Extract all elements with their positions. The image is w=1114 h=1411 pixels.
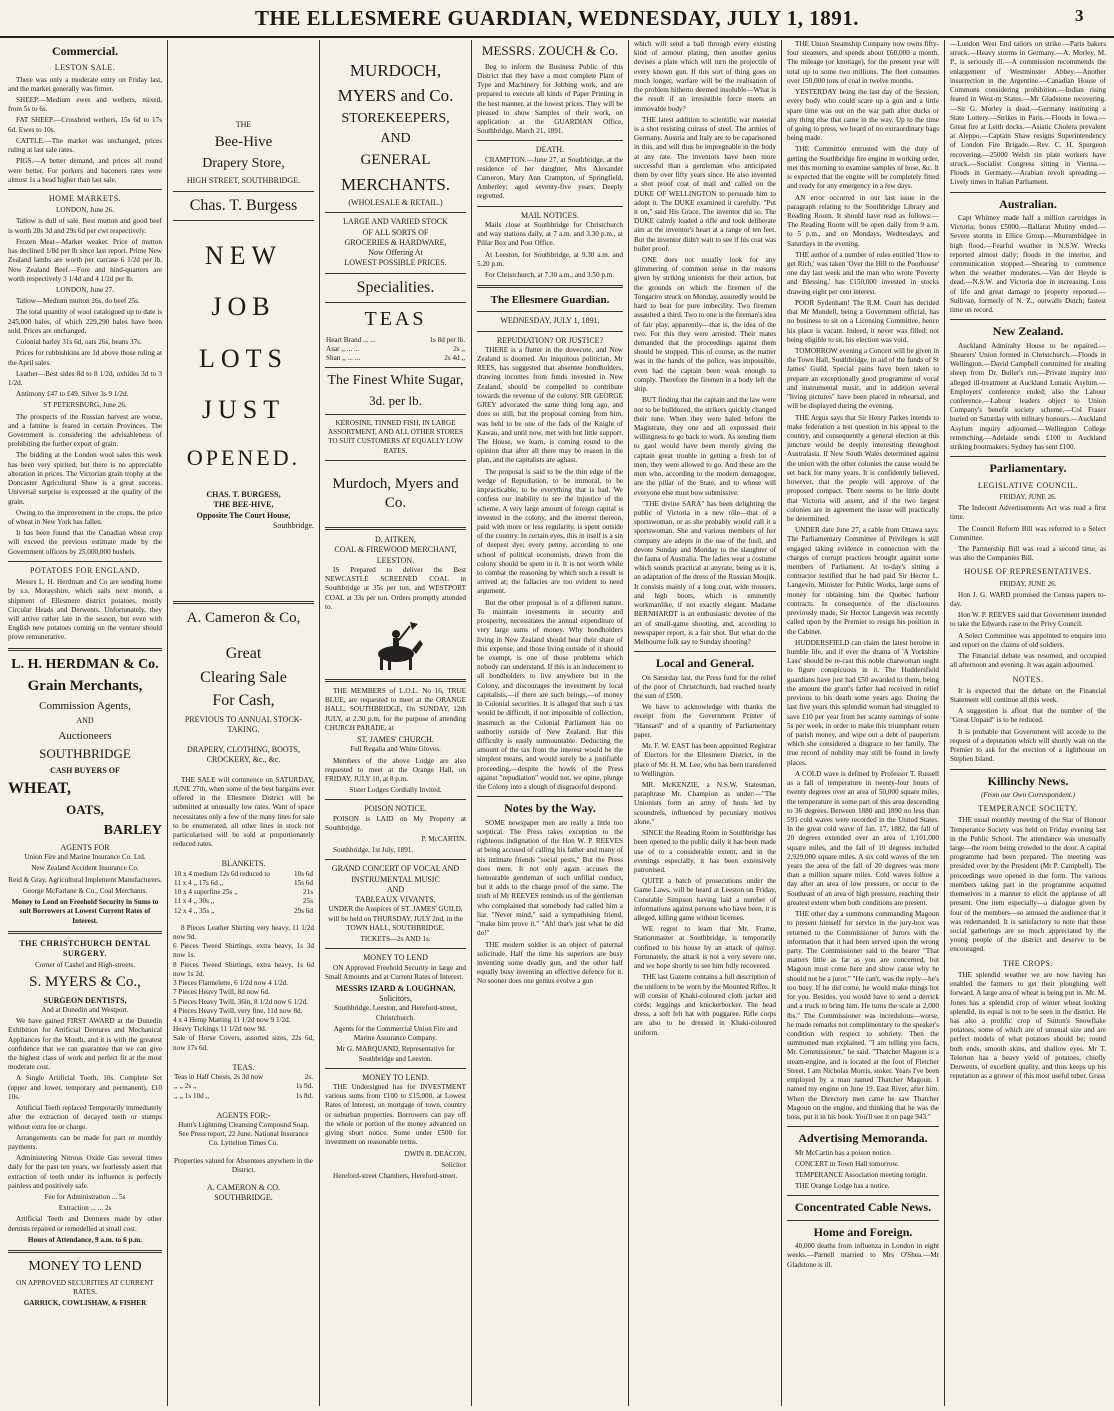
- death-heading: DEATH.: [535, 145, 565, 155]
- divider: [8, 189, 162, 190]
- concert-text: UNDER the Auspices of ST. JAMES' GUILD, will be held on THURSDAY, JULY 2nd, in the TOWN HALL, SOUTHBRIDGE.: [328, 905, 463, 932]
- table-row: [173, 897, 314, 906]
- ad-firm: L. H. HERDMAN & Co.: [11, 656, 159, 672]
- article-paragraph: There was only a moderate entry on Friday last, and the market generally was firmer.: [8, 75, 162, 93]
- agents-heading: AGENTS FOR:-: [216, 1110, 271, 1120]
- table-row: [173, 907, 314, 916]
- divider: [325, 302, 466, 303]
- article-paragraph: Members of the above Lodge are also requested to meet at the Orange Hall, on FRIDAY, JULY 10, at 8 p.m.: [325, 756, 466, 783]
- cable-heading: Concentrated Cable News.: [794, 1200, 932, 1215]
- dateline: ST PETERSBURG, June 26.: [43, 401, 127, 410]
- money-text: ON APPROVED SECURITIES AT CURRENT RATES.: [16, 1279, 154, 1297]
- article-paragraph: TOMORROW evening a Concert will be given in the Town Hall, Southbridge, in aid of the funds of St James' Guild. Special pains have been taken to prepare an exceptionally good programme of vocal and instrumental music, and in addition several "living pictures" have been placed in rehearsal, and will be displayed during the evening.: [787, 347, 939, 411]
- australian-heading: Australian.: [999, 196, 1057, 211]
- new-zealand-heading: New Zealand.: [992, 324, 1064, 339]
- cameron-sig: A. CAMERON & CO.: [206, 1183, 281, 1193]
- ad-agents: AGENTS FOR: [60, 843, 110, 852]
- article-paragraph: SINCE the Reading Room in Southbridge has been opened to the public daily it has been made use of to a considerable extent, and in the evenings especially, it has been extensively patronised.: [634, 829, 776, 874]
- divider: [787, 1126, 939, 1127]
- article-paragraph: ON Approved Freehold Security in large and Small Amounts and at Current Rates of Interest.: [325, 963, 466, 981]
- dental-ad: [8, 939, 162, 1245]
- beehive-the: THE: [235, 120, 252, 129]
- article-paragraph: Frozen Meat—Market weaker. Price of mutton has declined 1/8d per lb since last report. Prime New Zealand lambs are worth per carcase 6 1/2d per lb. New Zealand Beef.—Fore and hind-quarters are worth respectively 3 1/4d and 4 1/2d per lb.: [8, 237, 162, 283]
- ad-word-opened: OPENED.: [186, 445, 301, 471]
- table-row: [325, 345, 466, 354]
- beehive-sig: CHAS. T. BURGESS,: [206, 490, 281, 500]
- article-paragraph: POISON is LAID on My Property at Southbridge.: [325, 814, 466, 832]
- table-row: [325, 354, 466, 363]
- table-cell: Asar ,, ... ...: [326, 344, 360, 353]
- article-paragraph: SHEEP.—Medium ewes and wethers, mixed, from 5s to 6s.: [8, 96, 162, 114]
- article-paragraph: Mr. F. W. EAST has been appointed Registrar of Electors for the Ellesmere District, in the place of Mr. H. M. Lee, who has been transferred to Wellington.: [634, 742, 776, 778]
- blankets-heading: BLANKETS.: [221, 859, 266, 869]
- article-paragraph: THE last Gazette contains a full description of the uniform to be worn by the Mounted Rifles. It will consist of Khaki-coloured cloth jacket and cords; leggings and knickerbocker. The head dress, a soft felt hat with puggaree. Rifle corps are also to be dressed in Khaki-coloured uniform.: [634, 973, 776, 1037]
- article-paragraph: THE usual monthly meeting of the Star of Honour Temperance Society was held on Friday evening last in the Public School. The attendance was unusually large—the room being crowded to the door. A capital programme had been prepared. The meeting was presided over by the President (Mr P. Campbell). The proceedings were opened in due form. The various members taking part in the programme acquitted themselves in a manner to elicit the applause of all present. One item especially—a dialogue given by four of the members—so amused the audience that it was redemanded. It is satisfactory to note that these social gatherings are so much appreciated by the young people of the district and deserve to be encouraged.: [950, 816, 1106, 954]
- lend2-addr: Hereford-street Chambers, Hereford-street.: [333, 1171, 458, 1180]
- article-paragraph: Artificial Teeth replaced Temporarily immediately after the extraction of decayed teeth or stumps without extra fee or charge.: [8, 1104, 162, 1131]
- article-paragraph: At Leeston, for Southbridge, at 9.30 a.m. and 5.20 p.m.: [477, 250, 623, 268]
- ad-agent: George McFarlane & Co., Coal Merchants.: [22, 886, 148, 895]
- divider: [173, 191, 314, 192]
- article-paragraph: THE MEMBERS of L.O.L. No 16, TRUE BLUE, are requested to meet at the ORANGE HALL, SOUTHBRIDGE, On SUNDAY, 12th JULY, at 2.30 p.m. for the purpose of attending CHURCH PARADE, at: [325, 686, 466, 732]
- killinchy-heading: Killinchy News.: [987, 773, 1069, 788]
- divider: [325, 212, 466, 213]
- article-paragraph: Beg to inform the Business Public of this District that they have a most complete Plant of Type and Machinery for Jobbing work, and are prepared to execute all kinds of Paper Printing in the best manner, at the lowest prices. They will be pleased to show Samples of their work, on application at the GUARDIAN Office, Southbridge, March 21, 1891.: [477, 62, 623, 136]
- divider: [477, 285, 623, 288]
- article-paragraph: A Select Committee was appointed to enquire into and report on the claims of old soldiers.: [950, 631, 1106, 649]
- temperance-heading: TEMPERANCE SOCIETY.: [978, 804, 1078, 814]
- article-paragraph: HUDDERSFIELD can claim the latest heroine in humble life, and if ever the drama of 'A Yorkshire Lass' should be re-cast this noble charwoman ought to figure conspicuous in it. The Huddersfield guardians have just had £50 awarded to them, being the amount the grant's father had received in relief previous to his death some years ago. During the last five years this splendid woman had struggled to save £10 per year from her scanty earnings of some 5s per week, in order to make this triumphant return of parish money, and wipe out a debt of pauperism which she considered a disgrace to her family. The true record of nobility may still be found in lowly places.: [787, 638, 939, 767]
- lend2-sig: DWIN R. DEACON,: [404, 1149, 466, 1158]
- article-paragraph: A Single Artificial Tooth, 10s. Complete Set (upper and lower, temporary and permanent), £10 10s.: [8, 1074, 162, 1101]
- article-paragraph: For Christchurch, at 7.30 a.m., and 3.50 p.m.: [485, 271, 615, 280]
- mail-heading: MAIL NOTICES.: [521, 210, 579, 220]
- poison-sig: P. McCARTIN.: [421, 835, 466, 844]
- teas-heading: TEAS.: [232, 1062, 255, 1072]
- article-paragraph: Mr McCartin has a poison notice.: [795, 1148, 892, 1157]
- lol-regalia: Full Regalia and White Gloves.: [350, 745, 441, 754]
- table-cell: Teas in Half Chests, 2s 3d now: [174, 1073, 264, 1082]
- murdoch-heading: MURDOCH,: [349, 61, 442, 80]
- herdman-ad: [8, 656, 162, 926]
- cameron-clearing: Clearing Sale: [200, 668, 287, 686]
- article-paragraph: Artificial Teeth and Dentures made by other dentists repaired or remodelled at small cost.: [8, 1215, 162, 1233]
- table-cell: 1s 8d.: [295, 1091, 313, 1100]
- murdoch-store: STOREKEEPERS,: [341, 110, 450, 126]
- poison-date: Southbridge, 1st July, 1891.: [333, 846, 414, 855]
- murdoch-heading: MYERS and Co.: [337, 85, 454, 105]
- beehive-sig: THE BEE-HIVE,: [213, 500, 274, 510]
- tea-prices-table: [325, 336, 466, 364]
- lend-heading: MONEY TO LEND: [363, 953, 428, 963]
- divider: [787, 1220, 939, 1221]
- article-paragraph: POOR Sydenham! The R.M. Court has decided that Mr Mundell, being a Government official, has no business to sit on a Licensing Committee, hence his place is vacant. Indeed, it never was filled; not being eligible to sit, his election was void.: [787, 298, 939, 344]
- article-paragraph: CRAMPTON.—June 27, at Southbridge, at the residence of her daughter, Mrs Alexander Cameron, Mary Ann Crampton, of Springfield, Amberley; aged seventy-five years. Deeply regretted.: [477, 155, 623, 201]
- murdoch-sig: Murdoch, Myers and Co.: [332, 475, 459, 511]
- article-paragraph: CONCERT in Town Hall tomorrow.: [795, 1159, 899, 1168]
- table-row: [173, 888, 314, 897]
- divider: [8, 561, 162, 562]
- teas-table: [173, 1073, 314, 1101]
- article-paragraph: 40,000 deaths from influenza in London in eight weeks.—Parnell married to Mrs O'Shea.—Mr Gladstone is ill.: [787, 1242, 939, 1269]
- ad-word-new: NEW: [204, 241, 283, 271]
- divider: [8, 931, 162, 934]
- table-row: [173, 1092, 314, 1101]
- column-3: [320, 40, 472, 1406]
- murdoch-allsorts: OF ALL SORTS OF: [362, 227, 429, 237]
- table-cell: 2s 4d ,,: [444, 354, 465, 363]
- table-row: [325, 336, 466, 345]
- article-paragraph: Tallow—Medium mutton 26s, do beef 25s.: [16, 297, 140, 306]
- divider: [325, 799, 466, 800]
- divider: [173, 220, 314, 221]
- masthead-title: THE ELLESMERE GUARDIAN, WEDNESDAY, JULY 1, 1891.: [255, 5, 859, 30]
- article-paragraph: "THE divine SARA" has been delighting the public of Victoria in a new rôle—that of a sportswoman, or as she probably would call it a sportswoman. She and various members of her company are adepts in the use of the fusil, and devote Sunday and Monday to the slaughter of the fauna of Australia. The ladies wear a costume which sounds practical at anyrate, being as it is, an adaptation of the dress of the Russian Moujik. It consists mainly of a long coat, wide trousers, and high boots, which is eminently workmanlike, if not exactly elegant. Madame BERNHARDT is an enthusiastic devotee of the art of small-game shooting, and, according to newspaper report, is a fair shot. But what do the Melbourne folk say to Sunday shooting?: [634, 499, 776, 646]
- article-paragraph: A suggestion is afloat that the number of the "Great Unpaid" is to be reduced.: [950, 707, 1106, 725]
- concert-and: AND: [386, 884, 405, 894]
- beehive-owner: Chas. T. Burgess: [189, 196, 298, 214]
- newspaper-columns: [3, 40, 1111, 1406]
- dental-hours: Hours of Attendance, 9 a.m. to 6 p.m.: [27, 1235, 143, 1244]
- aitken-town: LEESTON.: [376, 555, 415, 565]
- ad-cash: CASH BUYERS OF: [50, 765, 120, 775]
- dental-name: S. MYERS & Co.,: [29, 974, 141, 991]
- beehive-street: HIGH STREET, SOUTHBRIDGE.: [186, 176, 301, 186]
- blankets-table: [173, 870, 314, 916]
- murdoch-teas: TEAS: [364, 308, 427, 331]
- article-paragraph: Hon J. G. WARD promised the Census papers to-day.: [950, 590, 1106, 609]
- article-paragraph: FAT SHEEP.—Crossbred wethers, 15s 6d to 17s 6d. Ewes to 10s.: [8, 116, 162, 134]
- divider: [173, 601, 314, 604]
- legislative-heading: LEGISLATIVE COUNCIL.: [977, 480, 1079, 490]
- table-cell: 2s.: [304, 1073, 313, 1082]
- dateline: FRIDAY, JUNE 26.: [999, 492, 1057, 501]
- divider: [8, 648, 162, 651]
- potatoes-heading: POTATOES FOR ENGLAND.: [30, 565, 140, 575]
- article-paragraph: The total quantity of wool catalogued up to date is 245,000 bales, of which 229,290 bales have been sold. Prices are unchanged.: [8, 308, 162, 335]
- dental-title: SURGEON DENTISTS,: [43, 995, 127, 1005]
- divider: [325, 460, 466, 461]
- article-paragraph: PIGS.—A better demand, and prices all round were better. For porkers and baconers rates were almost 1s a head higher than last sale.: [8, 157, 162, 184]
- cameron-previous: PREVIOUS TO ANNUAL STOCK-TAKING.: [184, 714, 303, 735]
- dateline: LONDON, June 26.: [56, 206, 114, 215]
- divider: [325, 527, 466, 530]
- article-paragraph: On Saturday last, the Press fund for the relief of the poor of Christchurch, had reached nearly the sum of £500.: [634, 673, 776, 701]
- ad-word-just: JUST: [201, 394, 286, 424]
- cameron-heading: A. Cameron & Co,: [186, 610, 301, 627]
- article-paragraph: THERE is a flutter in the dovecote, and New Zealand is doomed. An iniquitous politician, Mr REES, has suggested that absentee bondholders, drawing incomes from funds invested in New Zealand, should be compelled to contribute towards the revenue of the colony. SIR GEORGE GREY advocated the same thing long ago, and does so still, but the proposal coming from him, was held to be one of the fads of the Knight of Kawau, and until now, met with but little support. The House, we learn, is coming round to the opinion that after all there may be reason in the plan, and the capitalists are aghast.: [477, 345, 623, 465]
- beehive-title: Bee-Hive: [214, 134, 273, 151]
- divider: [325, 414, 466, 415]
- leeston-sale-heading: LESTON SALE.: [54, 63, 116, 73]
- article-paragraph: BUT finding that the captain and the law were not to be bulldozed, the strikers quickly changed their tune. When they were haled before the Magistrate, they one and all expressed their willingness to go back to work. As sending them to gaol would have been merely giving the captain great trouble in getting a fresh lot of men, they were allowed to go. And these are the men who, according to the modern demagogue, are the pillar of the State, and to whose will everyone else must bow submissive.: [634, 396, 776, 497]
- table-cell: ,, ,, 1s 10d ,,: [174, 1091, 210, 1100]
- concert-heading: GRAND CONCERT OF VOCAL AND INSTRUMENTAL MUSIC: [331, 864, 460, 884]
- article-paragraph: THE splendid weather we are now having has enabled the farmers to get their ploughing well forward. A large area of wheat is being put in. Mr. M. Jones has a splendid crop of winter wheat looking splendid, its equal is not to be seen in the district. He has also a prolific crop of Sutton's Snowflake potatoes, some of which are of unusual size and are perfect models of what potatoes should be; round both ends, smooth skins, and shallow eyes. Mr T. Telerton has a heavy yield of potatoes, chiefly Derwents, of excellent quality, and thus keeps up his reputation as a grower of this most useful tuber. Grass: [950, 970, 1106, 1081]
- paper-name: The Ellesmere Guardian.: [490, 294, 610, 307]
- table-cell: Heart Brand ... ...: [326, 335, 376, 344]
- money-heading: MONEY TO LEND: [28, 1259, 142, 1275]
- murdoch-kerosine: KEROSINE, TINNED FISH, IN LARGE ASSORTMENT, AND ALL OTHER STORES TO SUIT CUSTOMERS AT EQUALLY LOW RATES.: [327, 418, 463, 455]
- murdoch-general: GENERAL: [360, 152, 431, 169]
- horseman-illustration-icon: [366, 616, 426, 674]
- article-paragraph: THE author of a number of rules entitled 'How to get Rich,' was taken 'Over the Hill to the Poorhouse' one day last week and the man who wrote 'Poverty and Blessing,' has £150,000 invested in stocks drawing eight per cent interest.: [787, 250, 939, 296]
- divider: [325, 1068, 466, 1069]
- column-2: [168, 40, 320, 1406]
- table-cell: 29s 6d: [294, 906, 313, 915]
- cameron-cash: For Cash,: [212, 692, 275, 710]
- editorial-heading: REPUDIATION? OR JUSTICE?: [496, 335, 604, 345]
- divider: [634, 651, 776, 652]
- article-paragraph: MR. McKENZIE, a N.S.W. Statesman, paraphrase Mr. Champion as under:—"The Unionists form an army of hosts led by scoundrels, influenced by pecuniary motives alone.": [634, 780, 776, 826]
- home-markets-heading: HOME MARKETS.: [48, 194, 122, 203]
- article-paragraph: It is expected that the debate on the Financial Statement will continue all this week.: [950, 686, 1106, 705]
- agents-text: Hunt's Lightning Cleansing Compound Soap. See Press report, 22 June. National Insurance Co. Lyttelton Times Co.: [178, 1120, 309, 1148]
- lend2-role: Solicitor: [441, 1160, 466, 1169]
- article-paragraph: CATTLE.—The market was unchanged, prices ruling at last sale rates.: [8, 136, 162, 155]
- aitken-trade: COAL & FIREWOOD MERCHANT,: [334, 545, 457, 555]
- article-paragraph: The proposal is said to be the thin edge of the wedge of Repudiation, to be immoral, to be impracticable, to be everything that is bad. We confess our inability to see the injustice of the scheme. A very large amount of foreign capital is invested in the colony, and the interest thereon, paid with more or less regularity, is spent outside of the country. In certain eyes, this in itself is a sin of deepest dye; every penny, according to one school of political economists, drawn from the colony should be spent in it. It is not worth while to combat the reasoning by which such a result is arrived at; the fallacies are too evident to need argument.: [477, 467, 623, 596]
- murdoch-ws: (WHOLESALE & RETAIL.): [348, 198, 443, 208]
- divider: [477, 206, 623, 207]
- article-paragraph: We have gained FIRST AWARD at the Dunedin Exhibition for Artificial Dentures and Mechanical Appliances for the Mouth, and it is with the greatest confidence that we can guarantee that we can give the highest class of work and perfect fit at the most moderate cost.: [8, 1017, 162, 1072]
- murdoch-merchants: MERCHANTS.: [340, 174, 451, 194]
- article-paragraph: It is probable that Government will accede to the request of a deputation which will shortly wait on the Premier to ask for the erection of a lighthouse on Stephen Island.: [950, 727, 1106, 764]
- article-paragraph: The Partnership Bill was read a second time, as was also the Companies Bill.: [950, 544, 1106, 563]
- lol-sig: Sister Lodges Cordially Invited.: [349, 786, 442, 795]
- dental-heading: THE CHRISTCHURCH DENTAL SURGERY.: [19, 938, 151, 958]
- dental-fee: Extraction ... ... 2s: [58, 1204, 112, 1213]
- article-paragraph: THE Union Steamship Company now owns fifty-four steamers, and spends about £60,000 a month. The mileage (or knottage), for the present year will total up to some two millions. The fleet consumes over 150,000 tons of coal in twelve months.: [787, 40, 939, 85]
- notes-heading: Notes by the Way.: [504, 801, 596, 816]
- crops-heading: THE CROPS.: [1003, 958, 1053, 968]
- table-row: [173, 1073, 314, 1082]
- table-cell: Shan ,, ... ...: [326, 354, 361, 363]
- table-cell: 1s 8d per lb.: [429, 335, 465, 344]
- murdoch-sugar: The Finest White Sugar,: [327, 373, 464, 389]
- table-cell: 11 x 4 ,, 30s ,,: [174, 897, 215, 906]
- properties-text: Properties valued for Absentees anywhere in the District.: [174, 1156, 313, 1174]
- divider: [950, 319, 1106, 320]
- article-paragraph: AN error occurred in our last issue in the paragraph relating to the Southbridge Library and Reading Room. It should have read as follows:—The Reading Room will be open daily from 9 a.m. to 5 p.m., and on Mondays, Wednesdays, and Saturdays in the evening.: [787, 193, 939, 248]
- article-paragraph: The Council Reform Bill was referred to a Select Committee.: [950, 524, 1106, 542]
- article-paragraph: which will send a ball through every existing kind of armour plating, then another genius devises a plate which will turn the projectile of every known gun. If this sort of thing goes on much longer, warfare will be the realisation of the problem hitherto deemed insoluble—What is the result if an irresistible force meets an immovable body?: [634, 40, 776, 113]
- article-paragraph: Owing to the improvement in the crops, the price of wheat in New York has fallen.: [8, 508, 162, 527]
- table-row: [173, 879, 314, 888]
- ad-agent: Union Fire and Marine Insurance Co. Ltd.: [24, 853, 146, 862]
- divider: [787, 1195, 939, 1196]
- lend-rep: Mr G. MARQUAND, Representative for Southbridge and Leeston.: [336, 1045, 455, 1063]
- table-cell: 10s 6d: [294, 869, 313, 878]
- article-paragraph: UNDER date June 27, a cable from Ottawa says: The Parliamentary Committee of Privileges is still engaged taking evidence in connection with the charges of corrupt practices brought against some members of Parliament. At to-day's sitting a contractor testified that he had paid Sir Hector L. Langevin, Minister for Public Works, large sums of money for obtaining him the Quebec harbour contracts. In consequence of the disclosures previously made, Sir Hector Langevin was recently called upon by the Premier to resign his position in the Cabinet.: [787, 526, 939, 636]
- column-4: [472, 40, 629, 1406]
- local-heading: Local and General.: [655, 656, 755, 671]
- dental-sub: And at Dunedin and Westport.: [41, 1005, 129, 1014]
- article-paragraph: THE Undersigned has for INVESTMENT various sums from £100 to £15,000, at Lowest Rates of Interest, on mortgage of town, country or suburban properties. Borrowers can pay off the whole or portion of the money advanced on giving short notice. Some under £500 for investment on reasonable terms.: [325, 1082, 466, 1147]
- article-paragraph: But the other proposal is of a different nature. To maintain investments in security and prosperity, necessitates the annual expenditure of very large sums of money. Why bondholders living in New Zealand should bear their share of this expense, and those living outside of it should be exempt, is one of those problems which nobody can understand. If this is an inducement to all bondholders to live anywhere but in the Colony, and discourages the investment by local capitalists,—if there are such beings,—of money in Colonial securities. It is alleged that such a tax would be difficult, if not impossible of collection, inasmuch as the Colonial Parliament has no authority outside of New Zealand. But this difficulty is easily surmountable. Deducting the amount of the tax from the interest would be the simplest means, and would surely be a justifiable proceeding,—despite the howls of the Press against "repudiation" would not, we opine, plunge the Colony into a slough of disgraceful despond.: [477, 598, 623, 792]
- article-paragraph: Colonial barley 31s 6d, oats 26s, beans 37s.: [16, 338, 142, 347]
- column-7: [945, 40, 1111, 1406]
- article-paragraph: THE Argus says that Sir Henry Parkes intends to make federation a test question in his appeal to the country, and consequently a general election at this juncture would be deeply interesting throughout Australasia. If New South Wales determined against the union with the other colonies the cause would be set back for many years. It is confidently believed, however, that the people will approve of the proposed compact. There seems to be little doubt that Victoria will assent, and if the two largest colonies are in agreement the issue will practically be determined.: [787, 413, 939, 523]
- article-paragraph: Mails close at Southbridge for Christchurch and way stations daily, at 7 a.m. and 3.30 p.m., at Pillar Box and Post Office.: [477, 220, 623, 248]
- advertising-heading: Advertising Memoranda.: [798, 1131, 928, 1146]
- divider: [477, 140, 623, 141]
- murdoch-and: AND: [380, 131, 411, 147]
- ad-town: SOUTHBRIDGE: [39, 746, 131, 762]
- article-paragraph: Capt Whitney made half a million cartridges in Victoria; bonus £5000.—Ballarat Mutiny ended.—Severe storms in Ellice Group.—Murrumbidgee in high flood.—Fearful weather in N.S.W. Wrecks reported almost daily; floods in the interior, and communication stopped.—Shearing to commence when the weather moderates.—Van der Heyde is dead.—N.S.W. and Victoria doe in increasing. Loss of life and great damage to property reported.—Sullivan, formerly of N. Z., outwalls Dutch; fastest time on record.: [950, 213, 1106, 315]
- beehive-sig: Southbridge.: [272, 520, 314, 530]
- dateline: FRIDAY, JUNE 26.: [999, 579, 1057, 588]
- lend2-heading: MONEY TO LEND.: [362, 1072, 429, 1082]
- money-firm: GARRICK, COWLISHAW, & FISHER: [23, 1299, 147, 1308]
- ad-commission: Commission Agents,: [39, 699, 131, 712]
- divider: [950, 192, 1106, 193]
- concert-tickets: TICKETS—2s AND 1s.: [360, 935, 431, 944]
- article-paragraph: Antimony £47 to £49. Silver 3s 9 1/2d.: [16, 390, 129, 399]
- lend-addr: Southbridge, Leeston, and Hereford-street, Christchurch.: [334, 1004, 457, 1022]
- ad-auctioneers: Auctioneers: [58, 730, 112, 743]
- commercial-heading: Commercial.: [51, 44, 119, 58]
- lol-church: ST. JAMES' CHURCH.: [357, 735, 434, 745]
- ad-word-lots: LOTS: [199, 343, 288, 373]
- parliamentary-heading: Parliamentary.: [989, 461, 1067, 476]
- beehive-sig: Opposite The Court House,: [196, 510, 291, 520]
- article-paragraph: —London West End tailors on strike.—Paris bakers struck.—Heavy storms in Germany.—A. Morley, M. P., is seriously ill.—A commission recommends the enlargement of Westminster Abbey.—Another insurrection in the Argentine.—Canadian House of Commons considering prohibition.—Indian rising feared in West-rn States.—Mr Gladstone recovering.—Sir G. Morley is dead.—Germany instituting a State Lottery.—Strikes in Paris.—Floods in Iowa.—Great fire at Leith docks.—Asiatic Cholera prevalent at Aleppo.—Captain Shaw resigns Superintendency of London Fire Brigade.—Rev. C. H. Spurgeon recovering.—25000 Welsh tin plate workers have struck.—Socialist Congress sitting in Vienna.—Floods in Germany.—Arabian revolt spreading.—Lively times in Italian Parliament.: [950, 40, 1106, 187]
- page-number: 3: [1075, 6, 1084, 25]
- cameron-great: Great: [225, 645, 262, 663]
- poison-heading: POISON NOTICE.: [364, 804, 427, 814]
- article-paragraph: Administering Nitrous Oxide Gas several times daily for the past ten years, we fearlessly assert that extraction of teeth under its influence is perfectly painless and positively safe.: [8, 1154, 162, 1190]
- divider: [325, 859, 466, 860]
- article-paragraph: ONE does not usually look for any glimmering of common sense in the reasons given by striking unionists for their action, but the grounds on which the firemen of the Tongariro struck on Monday, assuredly would be hard to beat for pure imbecility. Two firemen assaulted a third. Two to one is the fireman's idea of fair play, apparently—that is, the idea of the two. For this they were arrested. Their mates demanded that the proceedings against them should be stopped. This of course, as the matter was in the hands of the police, was impossible, even had the captain been weak enough to comply. Therefore the firemen in a body left the ship.: [634, 256, 776, 394]
- article-paragraph: A COLD wave is defined by Professor T. Russell as a fall of temperature in twenty-four hours of twenty degrees over an area of 50,000 square miles, the temperature in some part of this area descending to 36 degrees. Between 1880 and 1890 no less than 591 cold waves were recorded in the United States. In the great cold wave of Jan. 17, 1882, the fall of 20 degrees extended over an area of 1,101,000 square miles, and the fall of 10 degrees included 2,929,000 square miles. A six cold waves of the ten years the area of the fall of 20 degrees was more than a million square miles. Cold waves follow a day after an area of low pressure, or occur to the Southeast of an area of high pressure, reaching their greatest extent when both conditions are present.: [787, 769, 939, 907]
- table-cell: 15s 6d: [294, 878, 313, 887]
- divider: [325, 273, 466, 274]
- ad-grain: Grain Merchants,: [27, 677, 143, 694]
- article-paragraph: SOME newspaper men are really a little too sceptical. The Press takes exception to the righteous indignation of the Hon W. P. REEVES at being accused of calling his father and many of his intimate friends "social pests," But the Press does mere. It not only again accuses the honourable gentleman of such unfilial conduct, but it adds to the charge proof of the same. The truth of Mr REEVES reminds us of the gentleman who complained that somebody had called him a liar. "Never mind," said a sympathising friend, "make him prove it." "Ah! that's just what he did do!": [477, 818, 623, 938]
- murdoch-specialities: Specialities.: [356, 278, 435, 296]
- divider: [8, 1250, 162, 1253]
- divider: [325, 679, 466, 682]
- article-paragraph: The Financial debate was resumed, and occupied all afternoon and evening. It was again adjourned.: [950, 652, 1106, 670]
- murdoch-price: 3d. per lb.: [369, 393, 422, 409]
- article-paragraph: YESTERDAY being the last day of the Session, every body who could scare up a gun and a little spare time was out on the war path after ducks or any thing else that came in the way. Up to the time of going to press, we heard of no extraordinary bags being made.: [787, 88, 939, 143]
- article-paragraph: QUITE a batch of prosecutions under the Game Laws, will be heard at Leeston on Friday, Constable Simpson having laid a number of informations against persons who have been, it is alleged, killing game without licenses.: [634, 877, 776, 923]
- article-paragraph: IS Prepared to deliver the Best NEWCASTLE SCREENED COAL in Southbridge at 35s per ton, and WESTPORT COAL at 33s per ton. Orders promptly attended to.: [325, 565, 466, 611]
- notes-heading: NOTES.: [1012, 674, 1044, 684]
- article-paragraph: Messrs L. H. Herdman and Co are sending home by s.s. Morayshire, which sails next month, a shipment of Ellesmere district potatoes, mostly Circular Heads and Derwents. Unfortunately, they will arrive rather late in the season, but even with English new potatoes coming on the venture should prove remunerative.: [8, 578, 162, 642]
- beehive-drapery: Drapery Store,: [202, 156, 285, 172]
- divider: [477, 331, 623, 332]
- article-paragraph: Hon W. P. REEVES said that Government intended to take the Edwards case to the Privy Council.: [950, 611, 1106, 629]
- aitken-name: D. AITKEN,: [374, 535, 417, 545]
- concert-tableaux: TABLEAUX VIVANTS,: [355, 895, 436, 905]
- ad-wheat: WHEAT,: [8, 780, 71, 797]
- shirtings-list: 8 Pieces Leather Shirting very heavy, 11 1/2d now 9d. 6 Pieces Tweed Shirtings, extra heavy, 1s 3d now 1s. 8 Pieces Tweed Shirtings, extra heavy, 1s 6d now 1s 2d. 3 Pieces Flannelette, 6 1/2d now 4 1/2d. 7 Pieces Heavy Twill, 8d now 6d. 5 Pieces Heavy Twill, 36in, 8 1/2d now 6 1/2d. 4 Pieces Heavy Twill, very fine, 11d now 8d. 4 x 4 Hemp Matting 11 1/2d now 9 1/2d. Heavy Tickings 11 1/2d now 9d. Sale of Horse Covers, assorted sizes, 22s 6d, now 17s 6d.: [173, 923, 314, 1052]
- column-5: [629, 40, 782, 1406]
- table-row: [173, 870, 314, 879]
- article-paragraph: TEMPERANCE Association meeting tonight.: [795, 1170, 928, 1179]
- article-paragraph: THE latest addition to scientific war material is a shot resisting cuirass of steel. The armies of Germany, Austria and Italy are to be caparisoned in this, and will thus be impregnable in the body at any rate. The inventors have been more successful than a gentleman who anticipated them by over fifty years since. He also invented a shot proof coat of mail and called on the DUKE OF WELLINGTON to persuade him to adopt it. The DUKE examined it carefully. "Put it on," said His Grace. The inventor did so. The DUKE calmly loaded a rifle and took deliberate aim at the inventor's heart at a range of ten feet. But the inventor didn't wait to see if his coat was bullet proof.: [634, 115, 776, 253]
- divider: [325, 367, 466, 368]
- house-heading: HOUSE OF REPRESENTATIVES.: [964, 567, 1092, 577]
- article-paragraph: Prices for rubbishkins are 1d above those ruling at the April sales.: [8, 349, 162, 367]
- murdoch-lowest: LOWEST POSSIBLE PRICES.: [344, 258, 447, 268]
- dateline: LONDON, June 27.: [56, 285, 114, 294]
- table-cell: 10 x 4 superfine 25s ,,: [174, 888, 238, 897]
- table-cell: 25s: [303, 897, 313, 906]
- cameron-lines: DRAPERY, CLOTHING, BOOTS, CROCKERY, &c., &c.: [187, 745, 300, 765]
- dental-address: Corner of Cashel and High-streets.: [34, 961, 135, 970]
- killinchy-sub: (From our Own Correspondent.): [980, 790, 1076, 799]
- murdoch-offering: Now Offering At: [368, 248, 423, 258]
- ad-barley: BARLEY: [103, 823, 162, 839]
- dental-fee: Fee for Administration ... 5s: [44, 1193, 126, 1202]
- table-cell: 2s ,,: [453, 344, 465, 353]
- table-cell: 10 x 4 medium 12s 6d reduced to: [174, 869, 271, 878]
- article-paragraph: We have to acknowledge with thanks the receipt from the Government Printer of "Hansard" and of a quantity of Parliamentary paper.: [634, 703, 776, 739]
- ad-oats: OATS,: [66, 802, 104, 818]
- table-cell: ,, ,, 2s ,,: [174, 1082, 197, 1091]
- article-paragraph: The Indecent Advertisements Act was read a first time.: [950, 504, 1106, 522]
- paper-date: WEDNESDAY, JULY 1, 1891.: [500, 316, 600, 326]
- murdoch-groc: GROCERIES & HARDWARE,: [344, 237, 447, 247]
- article-paragraph: Arrangements can be made for part or monthly payments.: [8, 1133, 162, 1151]
- column-1: [3, 40, 168, 1406]
- cameron-sig: SOUTHBRIDGE.: [214, 1193, 273, 1203]
- article-paragraph: THE Orange Lodge has a notice.: [795, 1182, 890, 1191]
- ad-word-job: JOB: [211, 292, 276, 322]
- table-cell: 1s 9d.: [295, 1082, 313, 1091]
- divider: [950, 456, 1106, 457]
- table-cell: 11 x 4 ,, 17s 6d ,,: [174, 878, 224, 887]
- masthead: [0, 0, 1114, 38]
- home-foreign-heading: Home and Foreign.: [813, 1224, 913, 1239]
- article-paragraph: THE Committee entrusted with the duty of getting the Southbridge fire engine in working order, met this morning to examine samples of hose, &c. It is expected that the engine will be completely fitted and ready for any emergency in a few days.: [787, 145, 939, 191]
- table-cell: 12 x 4 ,, 35s ,,: [174, 906, 215, 915]
- article-paragraph: THE modern soldier is an object of paternal solicitude. Half the time his superiors are busy inventing some deadly gun, and the other half equally busy inventing an effective defence for it. No sooner does one genius evolve a gun: [477, 940, 623, 986]
- ad-agent: New Zealand Accident Insurance Co.: [31, 864, 139, 873]
- table-row: [173, 1082, 314, 1091]
- article-paragraph: Auckland Admiralty House to be repaired.—Shearers' Union formed in Christchurch.—Floods in Wellington.—David Campbell committed for stealing sheep from Dr. Buller's run.—Private inquiry into alleged ill-treatment at Auckland Lunatic Asylum.—Employers' conference ended; also the Labour conference.—Labour leaders object to Union Company's benefit society scheme.—Col Fraser buried on Saturday with military honours.—Auckland Asylum inquiry adjourned.—Wellington College retrenching.—Adelaide sends £100 to Auckland striking bootmakers; Sydney has sent £100.: [950, 341, 1106, 452]
- divider: [477, 311, 623, 312]
- zouch-heading: MESSRS. ZOUCH & Co.: [481, 43, 619, 58]
- lend-firm: MESSRS IZARD & LOUGHNAN,: [335, 983, 456, 993]
- column-6: [782, 40, 945, 1406]
- divider: [477, 796, 623, 797]
- article-paragraph: The bidding at the London wool sales this week has been very spirited; but there is no appreciable alteration in prices. The Victorian grain trophy at the Doncaster Agricultural Show is a great success. Universal surprise is expressed at the quality of the grain.: [8, 451, 162, 506]
- article-paragraph: Leather—Best sides 8d to 8 1/2d, oxhides 3d to 3 1/2d.: [8, 369, 162, 387]
- ad-agent: Reid & Gray, Agricultural Implement Manufacturers.: [8, 875, 162, 884]
- article-paragraph: THE SALE will commence on SATURDAY, JUNE 27th, when some of the best bargains ever offered in the Ellesmere District will be submitted at unusually low rates. Want of space necessitates only a few of the many lines for sale to be enumerated, all other lines in stock not particularised will be sold at proportionately reduced rates.: [173, 775, 314, 849]
- table-cell: 21s: [303, 888, 313, 897]
- article-paragraph: WE regret to learn that Mr. Frame, Stationmaster at Southbridge, is temporarily confined to his house by an attack of quinsy. Fortunately, the attack is not a very severe one, and we hope shortly to see him fully recovered.: [634, 925, 776, 971]
- murdoch-large: LARGE AND VARIED STOCK: [343, 217, 448, 227]
- lend-sol: Solicitors,: [379, 994, 412, 1004]
- article-paragraph: Tallow is dull of sale. Best mutton and good beef is worth 28s 3d and 29s 6d per cwt respectively.: [8, 217, 162, 235]
- lend-agent: Agents for the Commercial Union Fire and Marine Assurance Company.: [333, 1024, 458, 1043]
- ad-money: Money to Lend on Freehold Security in Sums to suit Borrowers at Lowest Current Rates of Interest.: [11, 898, 159, 925]
- divider: [325, 948, 466, 949]
- article-paragraph: THE other day a summons commanding Magoun to present himself for service in the jury-box was returned to the Commissioner of Jurors with the information that it had been served upon the wrong party. The Commissioner said to the bearer "That matters little as far as you are concerned, but Magoun must come here and show cause why he should not be a juror." "He can't, was the reply—he's too busy. If he did come, he would make things hot for you. Besides, you would have to send a derrick and a truck to bring him. He turns the scale at 2,000 lbs." The Commissioner was incredulous—worse, he made remarks not complimentary to the speaker's condition with respect to sobriety. Then the summoned man explained. "I am telling you facts, Mr. Commissioner," he said. "Thatcher Magoun is a steam-engine, and is located at the foot of Fletcher Street. I am Nicholas Morris, stoker. Years I've been employed by a man named Thatcher Magoun. I named my engine on June 19. East River, after him. When the Directory men came he saw Thatcher Magoun on the engine, and thinking that he was the boss, put it in his book. You'll see it on page 943.": [787, 910, 939, 1121]
- article-paragraph: The prospects of the Russian harvest are worse, and a famine is feared in certain Provinces. The Government is considering the advisableness of prohibiting the further export of grain.: [8, 412, 162, 449]
- article-paragraph: It has been found that the Canadian wheat crop will exceed the previous estimate made by the Government officers by 25,000,000 bushels.: [8, 529, 162, 556]
- ad-and: AND: [76, 715, 94, 725]
- divider: [950, 769, 1106, 770]
